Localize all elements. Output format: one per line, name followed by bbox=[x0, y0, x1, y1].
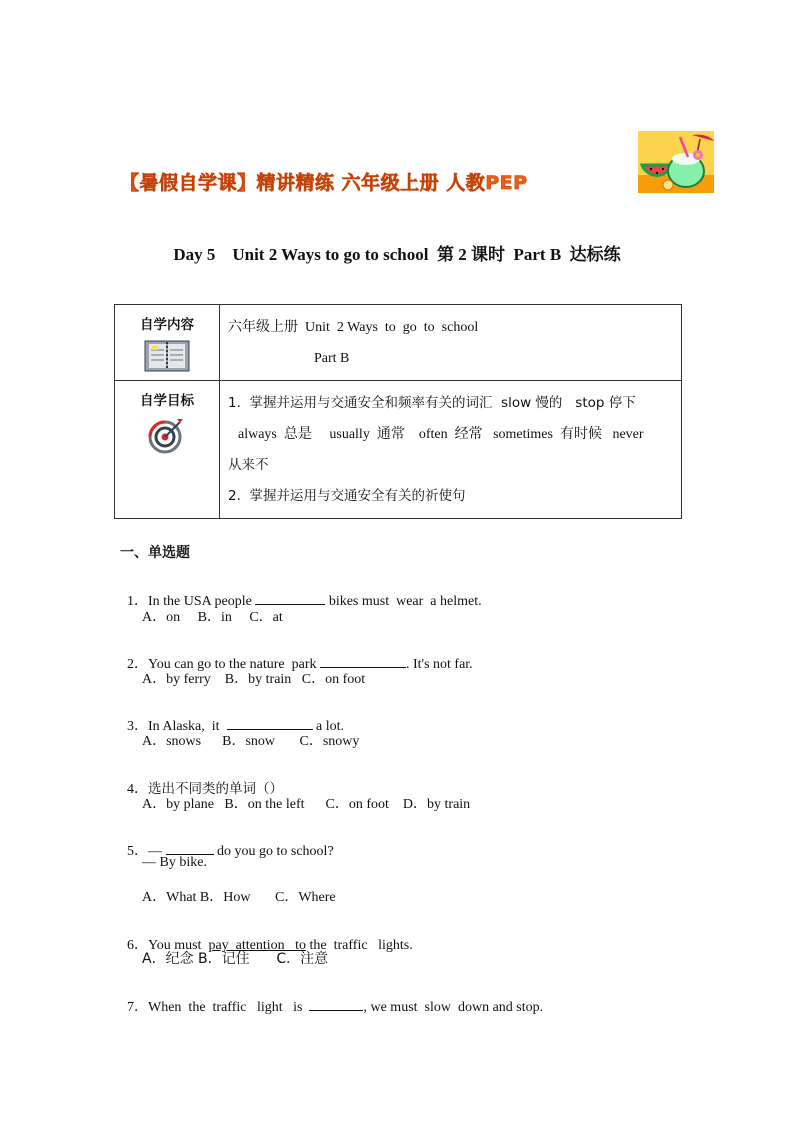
question-1 bbox=[120, 574, 482, 610]
question-text: do you go to school? bbox=[213, 844, 334, 859]
question-2-options: A．by ferry B．by train C．on foot bbox=[142, 672, 366, 687]
table-content-cell bbox=[220, 305, 682, 381]
content-line: Part B bbox=[314, 351, 350, 366]
question-5-options: A．What B．How C．Where bbox=[142, 890, 336, 905]
watermelon-drink-icon bbox=[638, 131, 714, 193]
question-number: 3． bbox=[127, 719, 148, 734]
question-text: the traffic lights. bbox=[306, 938, 413, 953]
table-label-cell bbox=[115, 381, 220, 519]
question-7 bbox=[120, 980, 543, 1016]
question-5-reply: — By bike. bbox=[142, 855, 207, 870]
question-text: 选出不同类的单词（） bbox=[148, 781, 283, 797]
question-number: 4． bbox=[127, 782, 148, 797]
content-line: always 总是 usually 通常 often 经常 sometimes 有时候 never bbox=[238, 427, 644, 442]
notebook-icon bbox=[142, 339, 192, 373]
question-number: 6． bbox=[127, 938, 148, 953]
table-row bbox=[115, 305, 682, 381]
question-text: When the traffic light is bbox=[148, 1000, 310, 1015]
banner-title: 【暑假自学课】精讲精练 六年级上册 人教PEP bbox=[120, 172, 528, 194]
question-text: You can go to the nature park bbox=[148, 657, 320, 672]
question-text: You must bbox=[148, 938, 209, 953]
table-row bbox=[115, 381, 682, 519]
content-line: 六年级上册 Unit 2 Ways to go to school bbox=[228, 320, 479, 335]
question-text: a lot. bbox=[312, 719, 345, 734]
question-text: In Alaska, it bbox=[148, 719, 227, 734]
answer-blank[interactable] bbox=[320, 653, 406, 668]
question-6-options: A．纪念 B．记住 C．注意 bbox=[142, 951, 329, 967]
question-text: . It's not far. bbox=[406, 657, 473, 672]
table-content-cell bbox=[220, 381, 682, 519]
study-plan-table bbox=[114, 304, 682, 519]
question-4-options: A．by plane B．on the left C．on foot D．by train bbox=[142, 797, 471, 812]
content-line: 从来不 bbox=[228, 457, 269, 473]
target-icon bbox=[147, 415, 187, 455]
question-text: In the USA people bbox=[148, 594, 256, 609]
content-line: 1. 掌握并运用与交通安全和频率有关的词汇 slow 慢的 stop 停下 bbox=[228, 395, 636, 411]
answer-blank[interactable] bbox=[255, 590, 325, 605]
question-number: 1． bbox=[127, 594, 148, 609]
question-text: , we must slow down and stop. bbox=[363, 1000, 544, 1015]
row-label: 自学目标 bbox=[140, 393, 194, 409]
underlined-phrase: pay attention to bbox=[208, 938, 307, 953]
question-3-options: A．snows B．snow C．snowy bbox=[142, 734, 360, 749]
question-1-options: A．on B．in C．at bbox=[142, 610, 283, 625]
question-number: 5． bbox=[127, 844, 148, 859]
row-label: 自学内容 bbox=[140, 317, 194, 333]
table-label-cell bbox=[115, 305, 220, 381]
question-text: bikes must wear a helmet. bbox=[325, 594, 482, 609]
question-number: 7． bbox=[127, 1000, 148, 1015]
content-line: 2. 掌握并运用与交通安全有关的祈使句 bbox=[228, 488, 466, 504]
document-title: Day 5 Unit 2 Ways to go to school 第 2 课时 Part B 达标练 bbox=[173, 245, 621, 264]
answer-blank[interactable] bbox=[227, 715, 313, 730]
question-text: — bbox=[148, 844, 166, 859]
answer-blank[interactable] bbox=[309, 996, 363, 1011]
answer-blank[interactable] bbox=[166, 840, 214, 855]
section-title: 一、单选题 bbox=[120, 545, 190, 561]
question-number: 2． bbox=[127, 657, 148, 672]
